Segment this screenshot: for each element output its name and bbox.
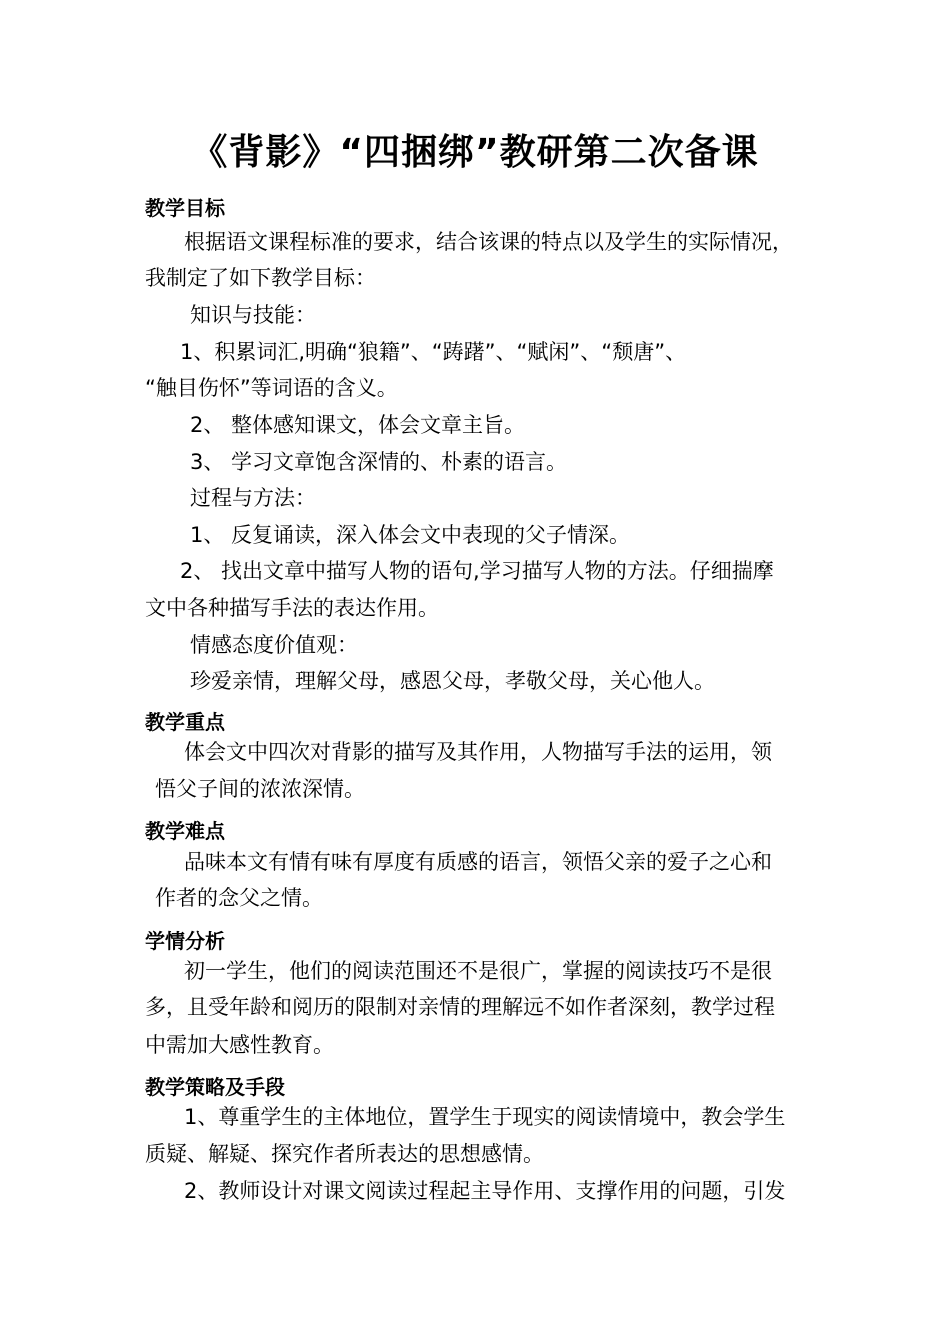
heading-objectives: 教学目标 (145, 196, 225, 220)
objectives-intro-line1: 根据语文课程标准的要求，结合该课的特点以及学生的实际情况， (184, 230, 793, 254)
knowledge-item3: 3、 学习文章饱含深情的、朴素的语言。 (190, 450, 568, 474)
process-label: 过程与方法： (190, 486, 316, 510)
key-points-line1: 体会文中四次对背影的描写及其作用，人物描写手法的运用，领 (184, 740, 772, 764)
process-item1: 1、 反复诵读，深入体会文中表现的父子情深。 (190, 523, 631, 547)
heading-difficulties: 教学难点 (145, 819, 225, 843)
learner-analysis-line3: 中需加大感性教育。 (145, 1033, 334, 1057)
process-item2-line2: 文中各种描写手法的表达作用。 (145, 596, 439, 620)
strategy-item1-line2: 质疑、解疑、探究作者所表达的思想感情。 (145, 1142, 544, 1166)
knowledge-item2: 2、 整体感知课文，体会文章主旨。 (190, 413, 526, 437)
learner-analysis-line1: 初一学生，他们的阅读范围还不是很广，掌握的阅读技巧不是很 (184, 959, 772, 983)
difficulties-line1: 品味本文有情有味有厚度有质感的语言，领悟父亲的爱子之心和 (184, 850, 772, 874)
objectives-intro-line2: 我制定了如下教学目标： (145, 266, 376, 290)
heading-learner-analysis: 学情分析 (145, 929, 225, 953)
emotion-text: 珍爱亲情，理解父母，感恩父母，孝敬父母，关心他人。 (190, 669, 715, 693)
document-title: 《背影》“四捆绑”教研第二次备课 (191, 132, 759, 173)
process-item2-line1: 2、 找出文章中描写人物的语句,学习描写人物的方法。仔细揣摩 (180, 559, 774, 583)
strategy-item2-line1: 2、教师设计对课文阅读过程起主导作用、支撑作用的问题，引发 (184, 1179, 786, 1203)
key-points-line2: 悟父子间的浓浓深情。 (155, 777, 365, 801)
knowledge-label: 知识与技能： (190, 303, 316, 327)
difficulties-line2: 作者的念父之情。 (155, 886, 323, 910)
knowledge-item1-line2: “触目伤怀”等词语的含义。 (145, 376, 398, 400)
knowledge-item1-line1: 1、积累词汇,明确“狼籍”、“踌躇”、“赋闲”、“颓唐”、 (180, 340, 687, 364)
emotion-label: 情感态度价值观： (190, 633, 358, 657)
learner-analysis-line2: 多，且受年龄和阅历的限制对亲情的理解远不如作者深刻，教学过程 (145, 995, 775, 1019)
heading-strategy: 教学策略及手段 (145, 1075, 285, 1099)
strategy-item1-line1: 1、尊重学生的主体地位，置学生于现实的阅读情境中，教会学生 (184, 1105, 786, 1129)
heading-key-points: 教学重点 (145, 710, 225, 734)
